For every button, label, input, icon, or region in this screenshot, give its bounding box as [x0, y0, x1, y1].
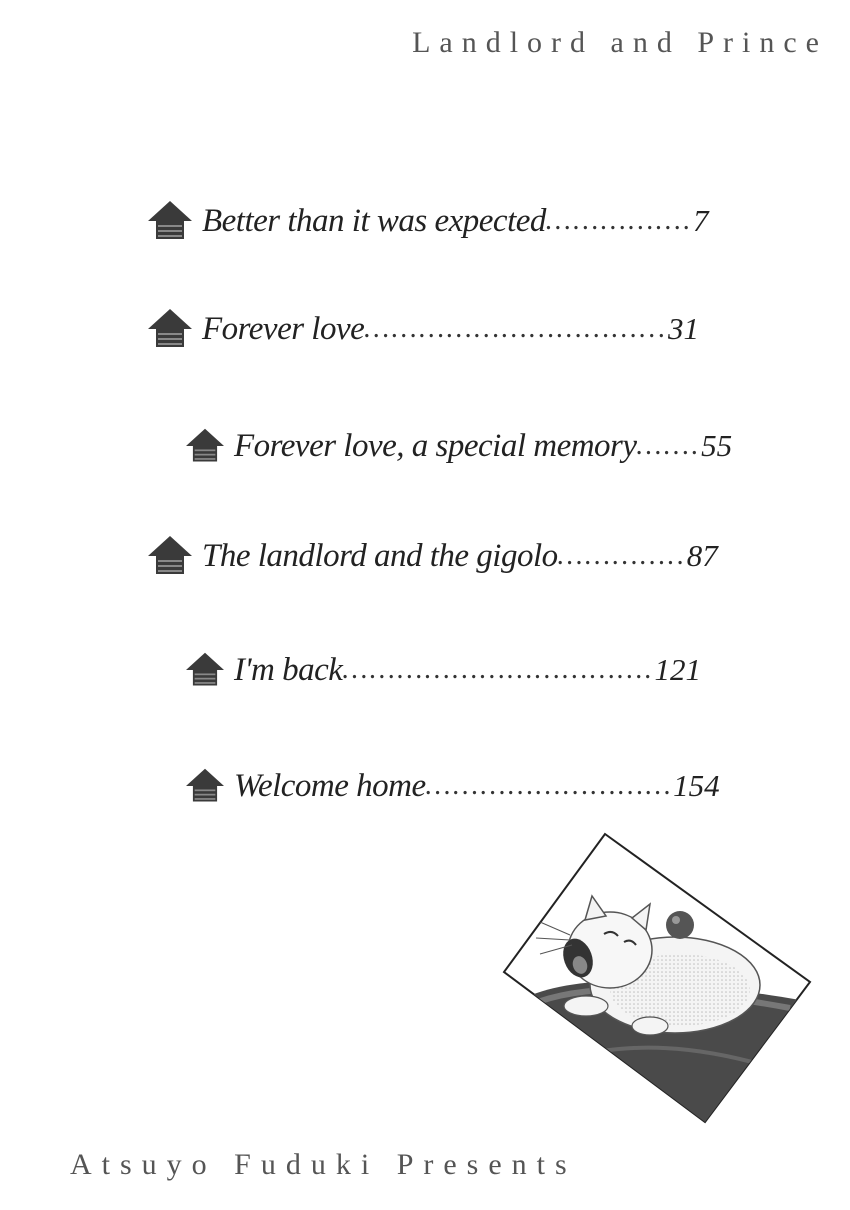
author-credit: Atsuyo Fuduki Presents — [70, 1148, 577, 1181]
toc-entry-title: Better than it was expected — [202, 202, 546, 239]
toc-entry[interactable] — [146, 198, 709, 244]
house-icon — [146, 307, 194, 351]
toc-leader-dots: ………….. — [557, 540, 687, 571]
toc-page-number: 87 — [686, 538, 718, 573]
toc-leader-dots: ……………. — [545, 205, 693, 236]
house-icon — [184, 427, 226, 465]
toc-entry-title: Welcome home — [234, 767, 426, 804]
house-icon — [146, 534, 194, 578]
toc-entry-title: Forever love, a special memory — [234, 427, 637, 464]
toc-leader-dots: ……. — [636, 430, 702, 461]
toc-entry-title: I'm back — [234, 651, 343, 688]
toc-entry[interactable] — [184, 763, 720, 809]
toc-page-number: 31 — [668, 311, 700, 346]
toc-entry[interactable] — [184, 647, 701, 693]
toc-leader-dots: …………………………... — [364, 313, 669, 344]
toc-page-number: 55 — [701, 428, 733, 463]
toc-entry-title: The landlord and the gigolo — [202, 537, 558, 574]
toc-page-number: 154 — [673, 768, 720, 803]
toc-page-number: 7 — [693, 203, 709, 238]
toc-leader-dots: ……………………………. — [342, 654, 655, 685]
toc-leader-dots: ……………………… — [425, 770, 674, 801]
sleeping-cat-illustration — [500, 830, 820, 1130]
toc-entry[interactable] — [146, 533, 718, 579]
toc-entry[interactable] — [184, 423, 732, 469]
house-icon — [184, 651, 226, 689]
series-title: Landlord and Prince — [412, 26, 828, 59]
house-icon — [146, 199, 194, 243]
house-icon — [184, 767, 226, 805]
toc-entry-title: Forever love — [202, 310, 365, 347]
toc-page-number: 121 — [654, 652, 701, 687]
toc-entry[interactable] — [146, 306, 699, 352]
